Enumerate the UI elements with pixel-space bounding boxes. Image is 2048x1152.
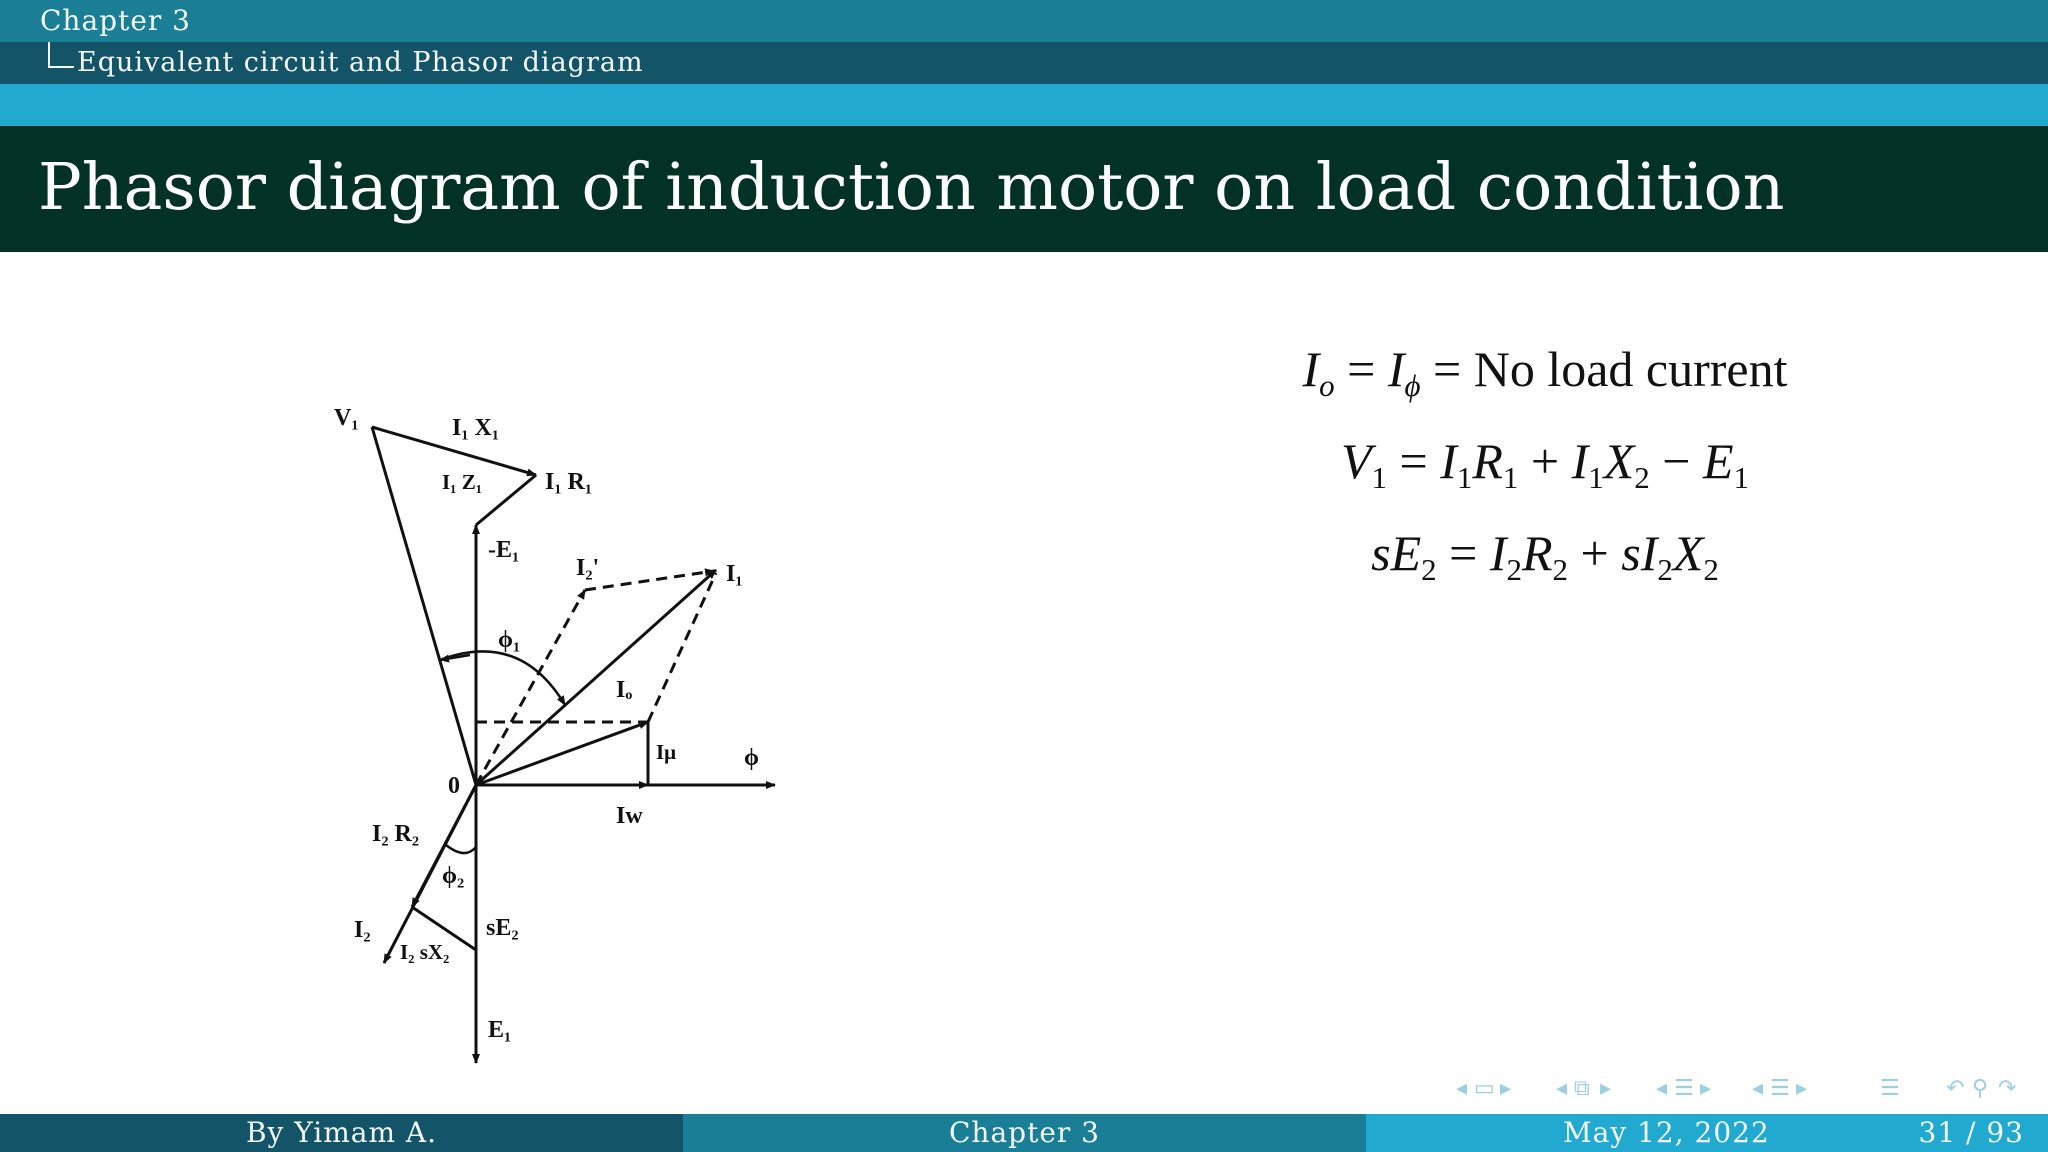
nav-prev-sub-icon[interactable]: ◂ xyxy=(1556,1076,1568,1101)
label-i2: I₂ xyxy=(354,917,371,943)
footer-chapter: Chapter 3 xyxy=(683,1114,1366,1152)
slide-title-bar xyxy=(0,126,2048,252)
nav-prev-doc-icon[interactable]: ◂ xyxy=(1752,1076,1764,1101)
label-io: Iₒ xyxy=(616,677,633,703)
nav-next-sub-icon[interactable]: ▸ xyxy=(1600,1076,1612,1101)
beamer-navigation-bar xyxy=(1456,1076,2036,1104)
io-to-i1-dashed xyxy=(648,573,716,722)
label-i1z1: I₁ Z₁ xyxy=(442,470,483,494)
label-neg-e1: -E₁ xyxy=(488,537,520,563)
header-spacer-bar xyxy=(0,84,2048,126)
nav-document-icon[interactable]: ☰ xyxy=(1770,1076,1790,1101)
slide-title: Phasor diagram of induction motor on load condition xyxy=(38,150,1785,225)
label-se2: sE₂ xyxy=(486,915,519,941)
header-section-title[interactable]: Chapter 3 xyxy=(40,4,191,37)
nav-next-frame-icon[interactable]: ▸ xyxy=(1500,1076,1512,1101)
nav-frame-icon[interactable]: ▭ xyxy=(1474,1076,1495,1101)
phi1-arc xyxy=(440,651,565,705)
label-i1r1: I₁ R₁ xyxy=(545,469,593,495)
header-subsection-bar xyxy=(0,42,2048,84)
label-i2sx2: I₂ sX₂ xyxy=(400,940,450,964)
label-v1: V₁ xyxy=(334,405,359,431)
label-i2prime: I₂' xyxy=(576,555,600,581)
io-vector xyxy=(476,722,648,785)
nav-outline-icon[interactable]: ☰ xyxy=(1880,1076,1900,1101)
label-i1: I₁ xyxy=(726,561,743,587)
label-iw: Iw xyxy=(616,803,643,829)
nav-section-icon[interactable]: ☰ xyxy=(1674,1076,1694,1101)
footer-date-page xyxy=(1366,1114,2048,1152)
footer-author: By Yimam A. xyxy=(0,1114,683,1152)
label-i1x1: I₁ X₁ xyxy=(452,415,500,441)
i1r1-vector xyxy=(476,475,536,525)
nav-prev-frame-icon[interactable]: ◂ xyxy=(1456,1076,1468,1101)
footer-bar xyxy=(0,1114,2048,1152)
nav-next-section-icon[interactable]: ▸ xyxy=(1700,1076,1712,1101)
nav-subsection-icon[interactable]: ⧉ xyxy=(1574,1076,1590,1101)
label-origin: 0 xyxy=(448,773,460,799)
nav-back-icon[interactable]: ↶ xyxy=(1946,1076,1965,1101)
label-phi1: ϕ₁ xyxy=(498,627,521,653)
label-phi: ϕ xyxy=(744,745,759,771)
i2prime-vector xyxy=(476,590,585,785)
equation-stator-voltage: $V_1 = I_1R_1 + I_1X_2 - E_1$ xyxy=(1340,433,1750,495)
label-e1: E₁ xyxy=(488,1017,512,1043)
header-subsection-title[interactable]: Equivalent circuit and Phasor diagram xyxy=(77,47,644,78)
subsection-corner-icon xyxy=(48,42,74,68)
footer-date: May 12, 2022 xyxy=(1563,1116,1770,1149)
header-section-bar xyxy=(0,0,2048,42)
label-i2r2: I₂ R₂ xyxy=(372,821,420,847)
label-imu: Iμ xyxy=(656,740,677,764)
nav-forward-icon[interactable]: ↷ xyxy=(1998,1076,2017,1101)
footer-page-number: 31 / 93 xyxy=(1918,1116,2024,1149)
i1-vector xyxy=(476,570,716,785)
nav-search-icon[interactable]: ⚲ xyxy=(1972,1076,1989,1101)
equation-no-load-current: $I_o = I_\phi = No$ load current xyxy=(1302,341,1788,403)
phi2-arc xyxy=(446,845,476,853)
nav-prev-section-icon[interactable]: ◂ xyxy=(1656,1076,1668,1101)
nav-next-doc-icon[interactable]: ▸ xyxy=(1796,1076,1808,1101)
equation-rotor-emf: $sE_2 = I_2R_2 + sI_2X_2$ xyxy=(1371,525,1719,587)
label-phi2: ϕ₂ xyxy=(442,863,465,889)
phasor-diagram xyxy=(320,385,800,1075)
equations-block xyxy=(1180,340,1910,616)
